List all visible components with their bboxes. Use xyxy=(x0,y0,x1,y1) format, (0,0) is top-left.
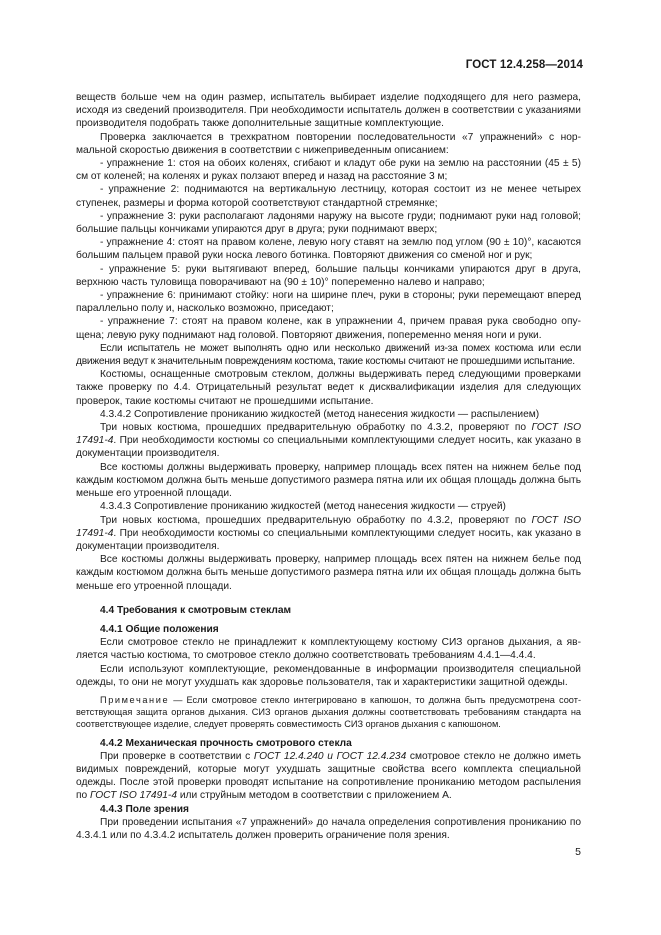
standard-reference: ГОСТ 12.4.234 xyxy=(336,750,407,762)
paragraph: веществ больше чем на один размер, испытатель выбирает изделие подходящего для него размера, исходя из сведений производителя. При необходимости испытатель должен в соответствии с указаниями производителя подобрать также дополнительные защитные комплектующие. xyxy=(76,92,581,130)
clause-title: 4.3.4.2 Сопротивление прониканию жидкостей (метод нанесения жидкости — распылением) xyxy=(100,408,540,420)
paragraph xyxy=(76,750,581,803)
paragraph: Если смотровое стекло не принадлежит к комплектующему костюму СИЗ органов дыхания, а является частью костюма, то смотровое стекло должно соответствовать требованиям 4.4.1—4.4.4. xyxy=(76,637,581,662)
standard-reference: ГОСТ ISO 17491-4 xyxy=(76,514,582,539)
paragraph: Проверка заключается в трехкратном повторении последовательности «7 упражнений» с нормальной скоростью движения в соответствии с нижеприведенным описанием: xyxy=(76,131,581,156)
paragraph-text: или струйным методом в соответствии с приложением А. xyxy=(176,790,452,802)
list-item: - упражнение 5: руки вытягивают вперед, большие пальцы кончиками упираются друг в друга, верхнюю часть туловища поворачивают на (90 ± 10)° попеременно налево и направо; xyxy=(76,263,581,288)
document-header: ГОСТ 12.4.258—2014 xyxy=(465,59,583,71)
list-item: - упражнение 4: стоят на правом колене, левую ногу ставят на землю под углом (90 ± 10)°, касаются большим пальцем правой руки носка левого ботинка. Повторяют движения со сменой ног и рук; xyxy=(76,237,581,262)
paragraph-text: . При необходимости костюмы со специальными комплектующими следует носить, как указано в документации производителя. xyxy=(76,435,581,460)
paragraph: При проведении испытания «7 упражнений» до начала определения сопротивления прониканию по 4.3.4.1 или по 4.3.4.2 испытатель должен проверить ограничение поля зрения. xyxy=(76,816,581,841)
list-item: - упражнение 3: руки располагают ладонями наружу на высоте груди; поднимают руки над головой; большие пальцы кончиками упираются друг в друга; руки поднимают вверх; xyxy=(76,210,581,236)
clause-title: 4.3.4.3 Сопротивление прониканию жидкостей (метод нанесения жидкости — струей) xyxy=(100,501,506,513)
document-body xyxy=(76,91,581,842)
page-number: 5 xyxy=(575,846,581,858)
paragraph: Если используют комплектующие, рекомендованные в информации производителя специальной одежды, то они не могут ухудшать как здоровье пользователя, так и характеристики защитной одежды. xyxy=(76,663,581,688)
list-item: - упражнение 2: поднимаются на вертикальную лестницу, которая состоит из не менее четырех ступенек, размеры и форма которой соответствуют стандартной стремянке; xyxy=(76,184,581,209)
paragraph-text: и xyxy=(323,750,337,762)
subsection-heading: 4.4.1 Общие положения xyxy=(100,623,219,635)
standard-reference: ГОСТ ISO 17491-4 xyxy=(90,790,177,802)
paragraph: Костюмы, оснащенные смотровым стеклом, должны выдерживать перед следующими проверками также проверку по 4.4. Отрицательный результат ведет к дисквалификации изделия для следующих проверок, такие костюмы считают не прошедшими испытание. xyxy=(76,369,581,407)
paragraph-text: Три новых костюма, прошедших предварительную обработку по 4.3.2, проверяют по xyxy=(100,514,532,526)
paragraph-text: смотровое стекло не должно иметь видимых повреждений, которые могут ухудшать защитные свойства всего комплекта специальной одежды. После этой проверки проводят испытание на сопротивление прониканию методом распыления по xyxy=(76,750,582,802)
list-item: - упражнение 7: стоят на правом колене, как в упражнении 4, причем правая рука свободно опущена; левую руку поднимают над головой. Повторяют движения, попеременно меняя ноги и руки. xyxy=(76,316,581,341)
standard-reference: ГОСТ 12.4.240 xyxy=(253,750,324,762)
paragraph: Если испытатель не может выполнять одно или несколько движений из-за помех костюма или если движения ведут к значительным повреждениям костюма, такие костюмы считают не прошедшими испытание. xyxy=(76,342,581,368)
paragraph-text: Три новых костюма, прошедших предварительную обработку по 4.3.2, проверяют по xyxy=(100,422,532,434)
list-item: - упражнение 6: принимают стойку: ноги на ширине плеч, руки в стороны; руки перемещают вперед параллельно полу и, насколько возможно, приседают; xyxy=(76,290,581,315)
standard-reference: ГОСТ ISO 17491-4 xyxy=(76,422,582,447)
note-text: — Если смотровое стекло интегрировано в капюшон, то должна быть предусмотрена соответствующая защита органов дыхания. СИЗ органов дыхания должны соответствовать требованиям стандарта на соответствующее изделие, следует проверять совместимость СИЗ органов дыхания с капюшоном. xyxy=(76,694,581,730)
subsection-heading: 4.4.2 Механическая прочность смотрового стекла xyxy=(100,737,352,749)
paragraph-text: При проверке в соответствии с xyxy=(100,750,254,762)
section-heading: 4.4 Требования к смотровым стеклам xyxy=(100,604,292,616)
paragraph: Все костюмы должны выдерживать проверку, например площадь всех пятен на нижнем белье под каждым костюмом должна быть меньше допустимого размера пятна или их общая площадь должна быть меньше его утроенной площади. xyxy=(76,461,581,500)
paragraph xyxy=(76,421,581,461)
paragraph-text: . При необходимости костюмы со специальными комплектующими следует носить, как указано в документации производителя. xyxy=(76,527,581,552)
note-label: Примечание xyxy=(100,694,170,705)
subsection-heading: 4.4.3 Поле зрения xyxy=(100,803,189,815)
list-item: - упражнение 1: стоя на обоих коленях, сгибают и кладут обе руки на землю на расстоянии (45 ± 5) см от коленей; на коленях и руках ползают вперед и назад на расстояние 3 м; xyxy=(76,158,581,183)
note xyxy=(76,694,581,731)
paragraph: Все костюмы должны выдерживать проверку, например площадь всех пятен на нижнем белье под каждым костюмом должна быть меньше допустимого размера пятна или их общая площадь должна быть меньше его утроенной площади. xyxy=(76,554,581,592)
paragraph xyxy=(76,514,581,554)
